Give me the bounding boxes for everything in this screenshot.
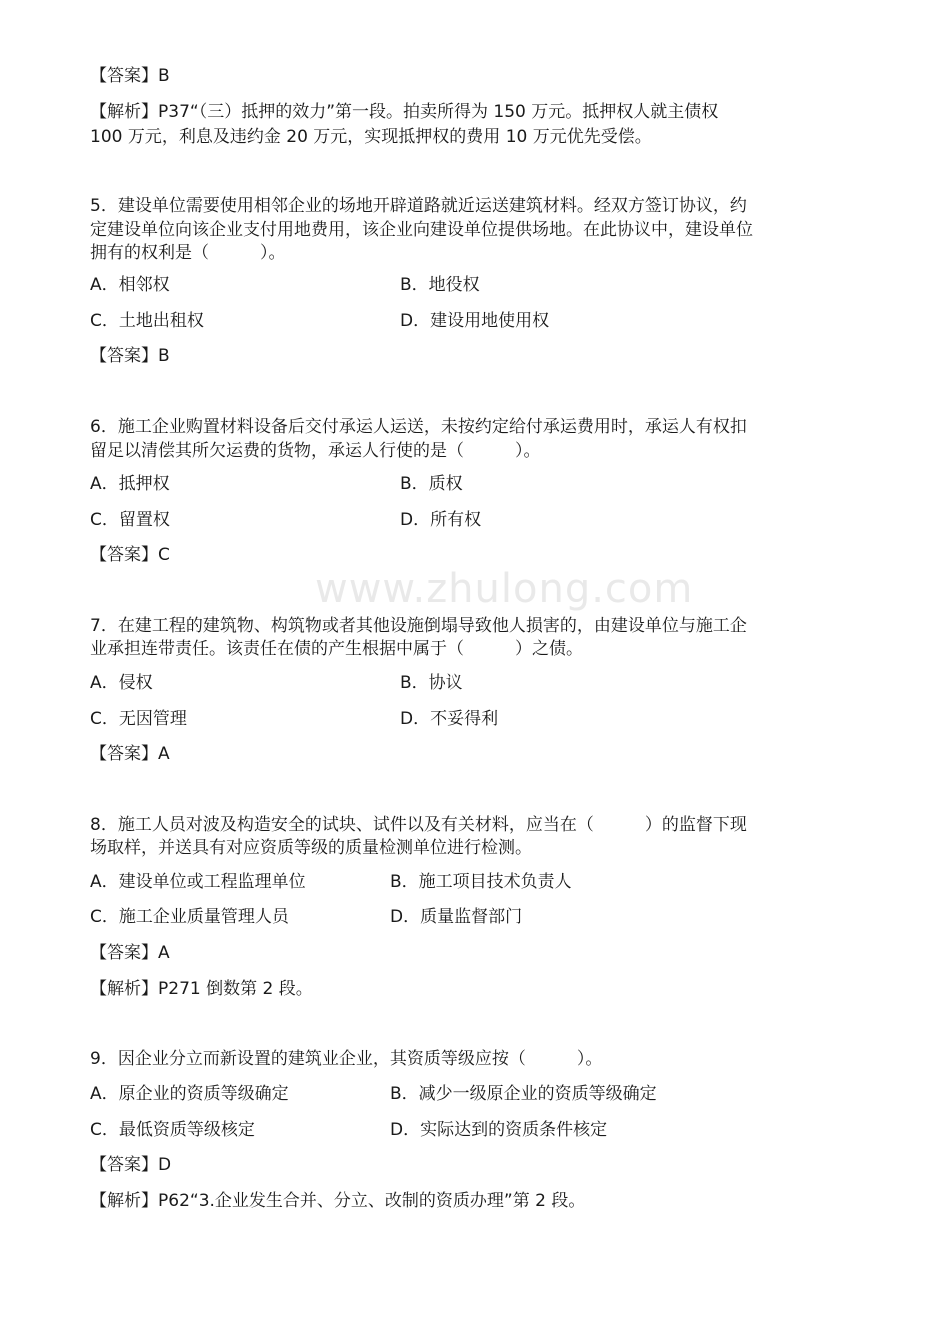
q5-option-c: C．土地出租权 <box>90 311 204 331</box>
q9-option-d: D．实际达到的资质条件核定 <box>390 1120 608 1140</box>
q6-answer: 【答案】C <box>90 545 170 565</box>
q7-stem-line-1: 7．在建工程的建筑物、构筑物或者其他设施倒塌导致他人损害的，由建设单位与施工企 <box>90 616 747 636</box>
q7-option-b: B．协议 <box>400 673 463 693</box>
q7-stem-line-2: 业承担连带责任。该责任在债的产生根据中属于（ ）之债。 <box>90 639 583 659</box>
q9-analysis: 【解析】P62“3.企业发生合并、分立、改制的资质办理”第 2 段。 <box>90 1191 586 1211</box>
q5-option-d: D．建设用地使用权 <box>400 311 550 331</box>
q6-option-a: A．抵押权 <box>90 474 170 494</box>
q8-analysis: 【解析】P271 倒数第 2 段。 <box>90 979 313 999</box>
q8-answer: 【答案】A <box>90 943 170 963</box>
q5-option-b: B．地役权 <box>400 275 480 295</box>
watermark: www.zhulong.com <box>315 566 694 612</box>
q5-stem-line-2: 定建设单位向该企业支付用地费用，该企业向建设单位提供场地。在此协议中，建设单位 <box>90 220 753 240</box>
q8-option-d: D．质量监督部门 <box>390 907 523 927</box>
q8-option-c: C．施工企业质量管理人员 <box>90 907 289 927</box>
q5-stem-line-1: 5．建设单位需要使用相邻企业的场地开辟道路就近运送建筑材料。经双方签订协议，约 <box>90 196 747 216</box>
q5-answer: 【答案】B <box>90 346 170 366</box>
q4-answer: 【答案】B <box>90 66 170 86</box>
q8-stem-line-1: 8．施工人员对波及构造安全的试块、试件以及有关材料，应当在（ ）的监督下现 <box>90 815 747 835</box>
q9-option-a: A．原企业的资质等级确定 <box>90 1084 289 1104</box>
q7-option-a: A．侵权 <box>90 673 153 693</box>
q4-analysis-line-1: 【解析】P37“（三）抵押的效力”第一段。拍卖所得为 150 万元。抵押权人就主债权 <box>90 102 719 122</box>
q6-stem-line-2: 留足以清偿其所欠运费的货物，承运人行使的是（ ）。 <box>90 441 541 461</box>
q6-option-b: B．质权 <box>400 474 463 494</box>
q6-option-c: C．留置权 <box>90 510 170 530</box>
q6-stem-line-1: 6．施工企业购置材料设备后交付承运人运送，未按约定给付承运费用时，承运人有权扣 <box>90 417 747 437</box>
q9-answer: 【答案】D <box>90 1155 172 1175</box>
q7-option-c: C．无因管理 <box>90 709 187 729</box>
q9-option-b: B．减少一级原企业的资质等级确定 <box>390 1084 657 1104</box>
q5-stem-line-3: 拥有的权利是（ ）。 <box>90 243 286 263</box>
q5-option-a: A．相邻权 <box>90 275 170 295</box>
q8-option-b: B．施工项目技术负责人 <box>390 872 572 892</box>
q9-option-c: C．最低资质等级核定 <box>90 1120 255 1140</box>
q7-answer: 【答案】A <box>90 744 170 764</box>
q8-option-a: A．建设单位或工程监理单位 <box>90 872 306 892</box>
q8-stem-line-2: 场取样，并送具有对应资质等级的质量检测单位进行检测。 <box>90 838 532 858</box>
q7-option-d: D．不妥得利 <box>400 709 499 729</box>
q6-option-d: D．所有权 <box>400 510 482 530</box>
q9-stem-line-1: 9．因企业分立而新设置的建筑业企业，其资质等级应按（ ）。 <box>90 1049 603 1069</box>
q4-analysis-line-2: 100 万元，利息及违约金 20 万元，实现抵押权的费用 10 万元优先受偿。 <box>90 127 652 147</box>
